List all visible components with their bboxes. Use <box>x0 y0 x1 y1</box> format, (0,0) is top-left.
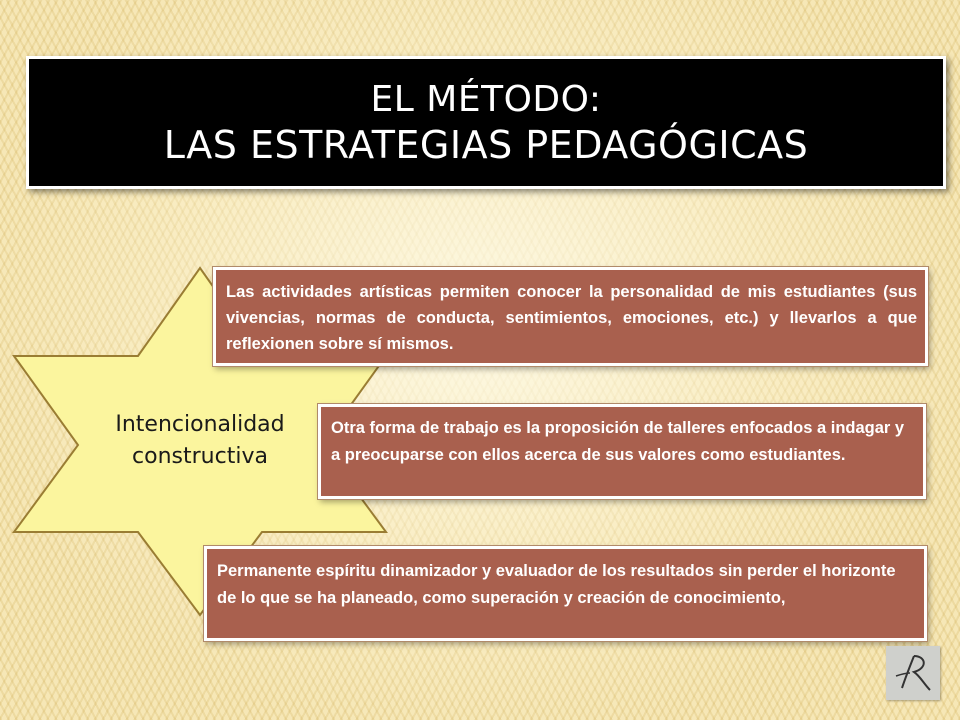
signature-logo-icon <box>886 646 940 700</box>
slide-title-line-1: EL MÉTODO: <box>370 78 602 120</box>
strategy-box-1: Las actividades artísticas permiten conocer la personalidad de mis estudiantes (sus vivencias, normas de conducta, sentimientos, emociones, etc.) y llevarlos a que reflexionen sobre sí mismos. <box>213 267 928 366</box>
strategy-box-2: Otra forma de trabajo es la proposición de talleres enfocados a indagar y a preocuparse con ellos acerca de sus valores como estudiantes. <box>318 404 926 499</box>
star-label: Intencionalidad constructiva <box>115 412 285 469</box>
strategy-box-3: Permanente espíritu dinamizador y evaluador de los resultados sin perder el horizonte de lo que se ha planeado, como superación y creación de conocimiento, <box>204 546 927 641</box>
slide-title-line-2: LAS ESTRATEGIAS PEDAGÓGICAS <box>163 122 809 167</box>
